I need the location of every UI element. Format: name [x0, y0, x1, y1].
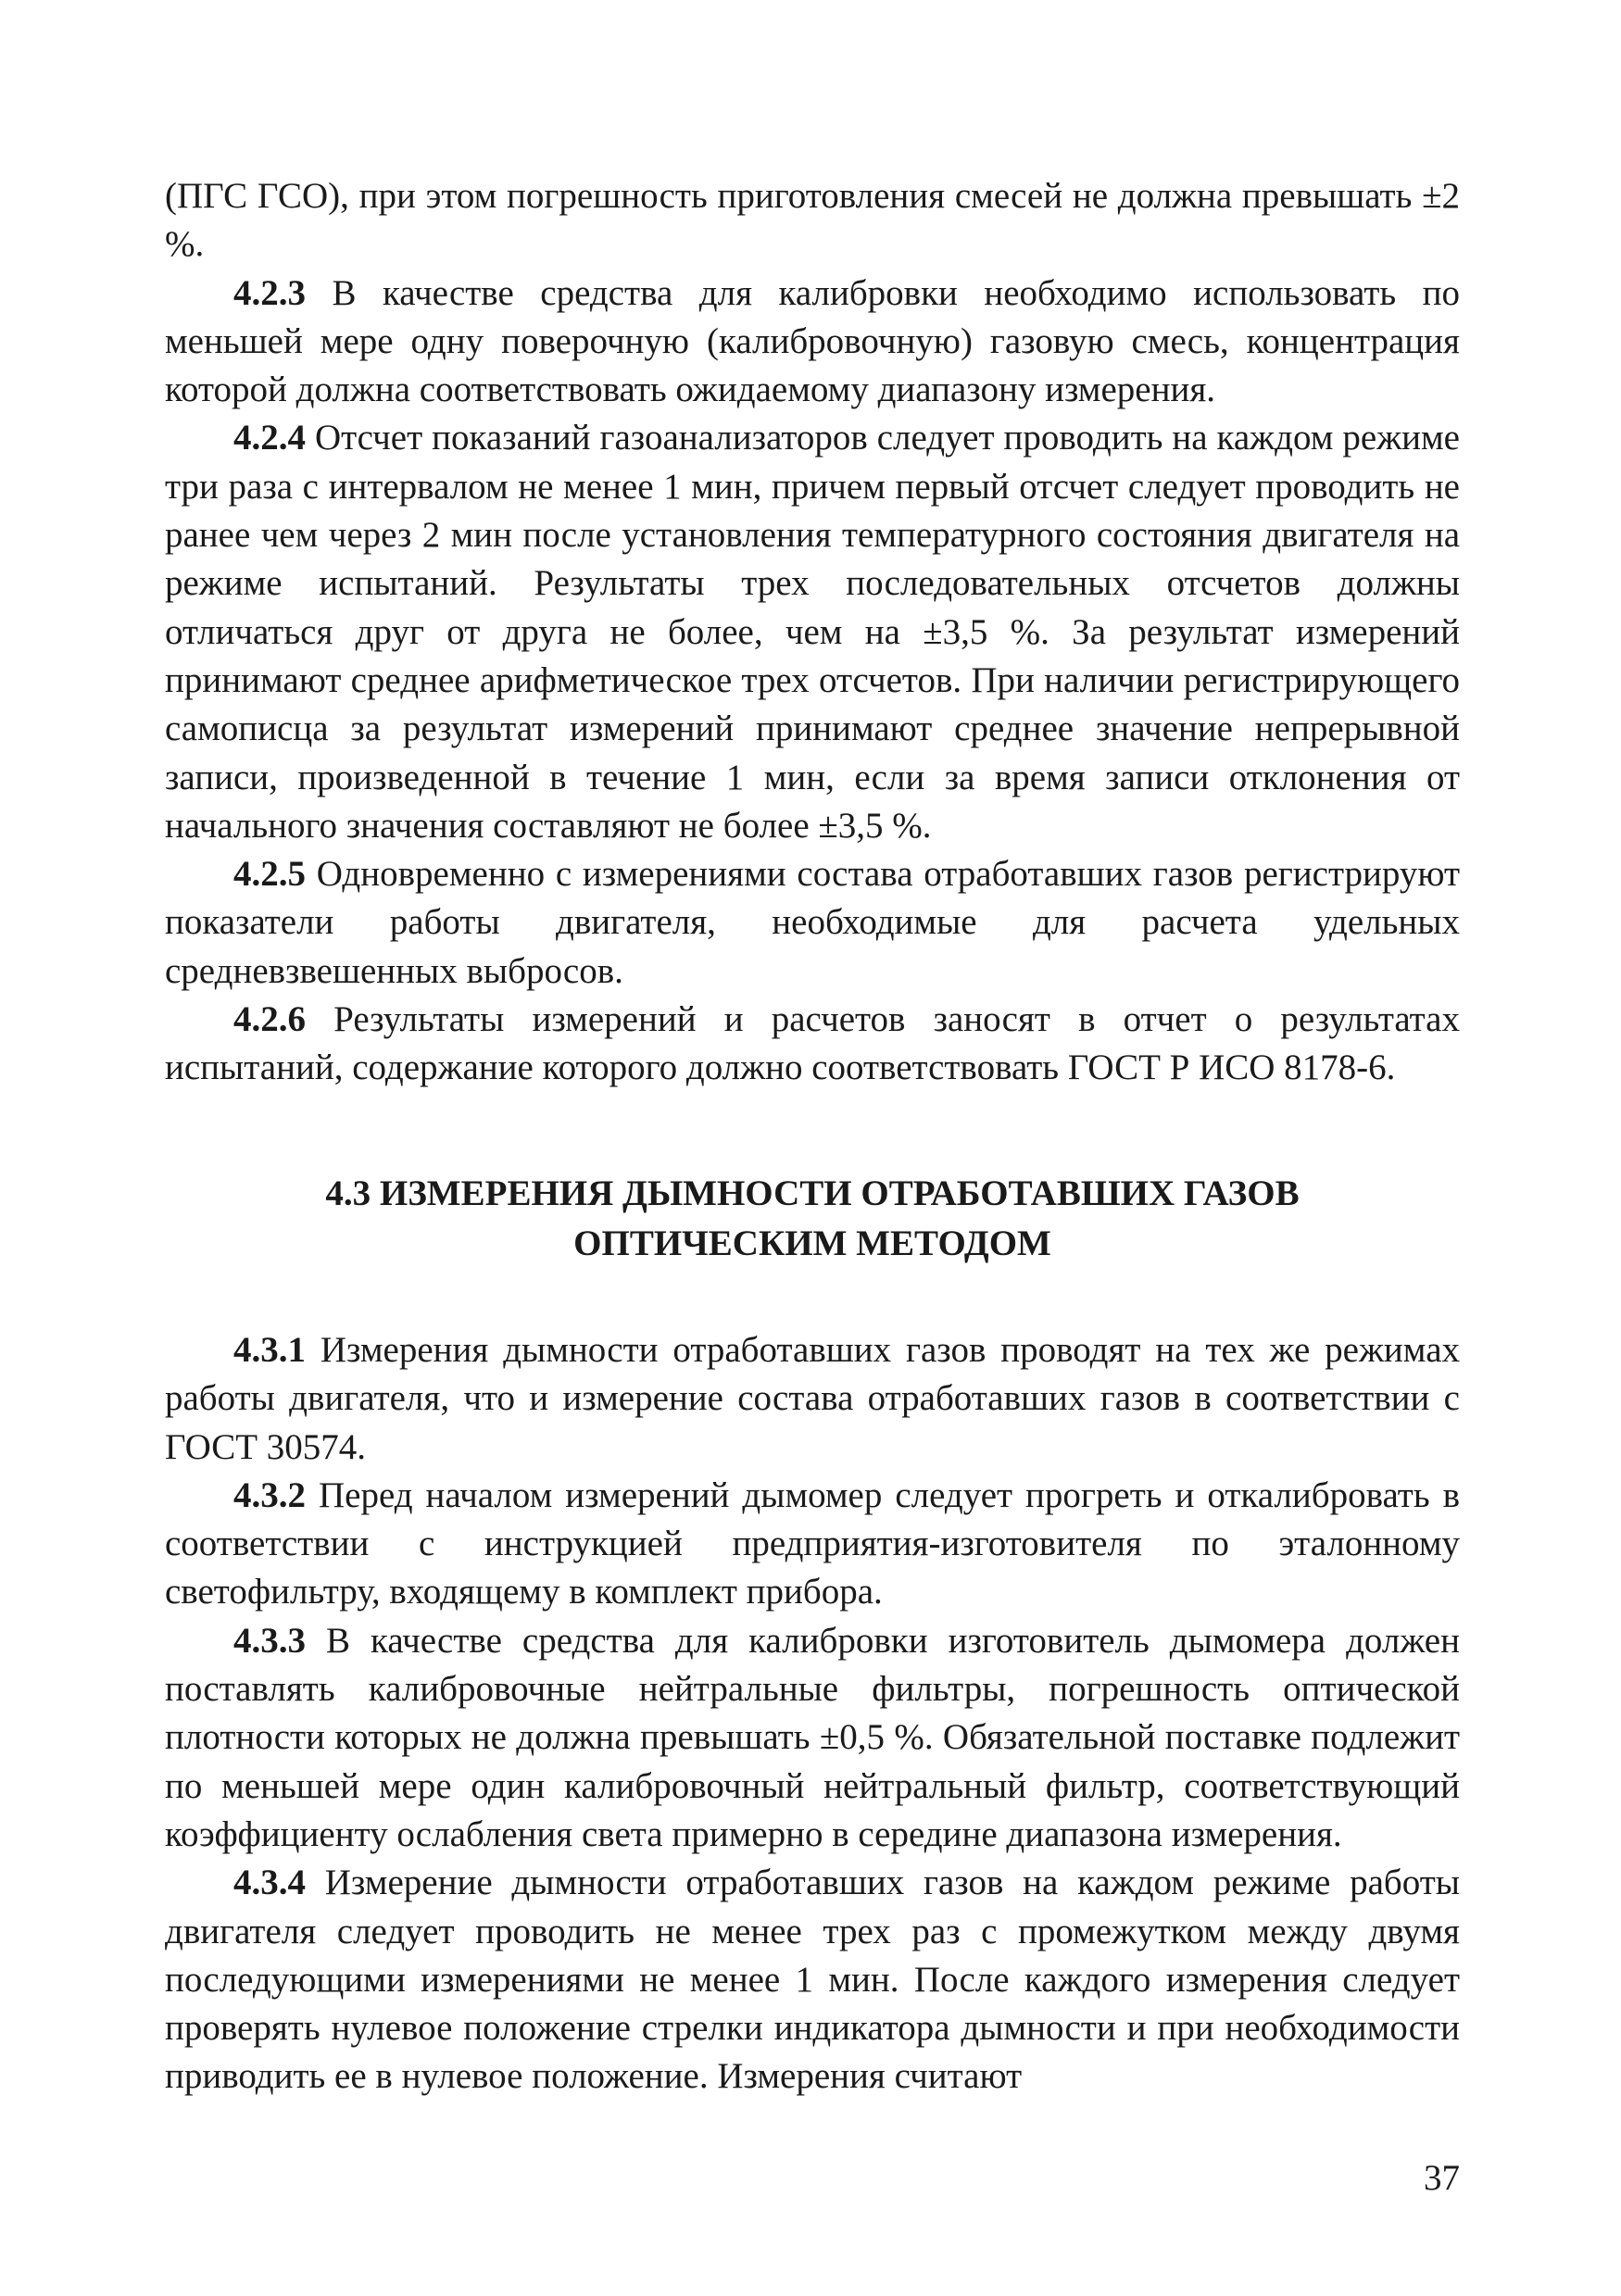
section-4-3: [165, 1326, 1460, 2102]
clause-number: 4.2.4: [233, 418, 306, 458]
clause-number: 4.2.6: [233, 999, 306, 1040]
paragraph-4-2-6: [165, 996, 1460, 1093]
paragraph-4-3-2: [165, 1472, 1460, 1617]
clause-text: В качестве средства для калибровки изготовитель дымомера должен поставлять калибровочные нейтральные фильтры, погрешность оптической плотности которых не должна превышать ±0,5 %. Обязательной поставке подлежит по меньшей мере один калибровочный нейтральный фильтр, соответствующий коэффициенту ослабления света примерно в середине диапазона измерения.: [165, 1620, 1460, 1854]
clause-number: 4.2.5: [233, 854, 306, 895]
paragraph-4-3-4: [165, 1859, 1460, 2101]
section-4-2-continued: [165, 172, 1460, 1093]
paragraph-4-3-1: [165, 1326, 1460, 1472]
paragraph-4-2-3: [165, 270, 1460, 415]
clause-text: Измерение дымности отработавших газов на каждом режиме работы двигателя следует проводить не менее трех раз с промежутком между двумя последующими измерениями не менее 1 мин. После каждого измерения следует проверять нулевое положение стрелки индикатора дымности и при необходимости приводить ее в нулевое положение. Измерения считают: [165, 1863, 1460, 2097]
paragraph-4-2-4: [165, 414, 1460, 850]
clause-number: 4.3.3: [233, 1620, 306, 1661]
clause-number: 4.3.2: [233, 1474, 306, 1515]
paragraph-4-3-3: [165, 1617, 1460, 1859]
section-heading-line-1: 4.3 ИЗМЕРЕНИЯ ДЫМНОСТИ ОТРАБОТАВШИХ ГАЗОВ: [325, 1173, 1300, 1213]
clause-number: 4.3.1: [233, 1330, 306, 1370]
clause-text: Измерения дымности отработавших газов проводят на тех же режимах работы двигателя, что и измерение состава отработавших газов в соответствии с ГОСТ 30574.: [165, 1330, 1460, 1467]
section-heading-line-2: ОПТИЧЕСКИМ МЕТОДОМ: [573, 1223, 1051, 1263]
clause-number: 4.2.3: [233, 272, 306, 313]
clause-text: В качестве средства для калибровки необходимо использовать по меньшей мере одну поверочную (калибровочную) газовую смесь, концентрация которой должна соответствовать ожидаемому диапазону измерения.: [165, 272, 1460, 410]
section-heading: [165, 1169, 1460, 1269]
clause-text: Одновременно с измерениями состава отработавших газов регистрируют показатели работы двигателя, необходимые для расчета удельных средневзвешенных выбросов.: [165, 854, 1460, 991]
paragraph-4-2-5: [165, 850, 1460, 996]
page-number: 37: [1424, 2158, 1460, 2198]
clause-text: Перед началом измерений дымомер следует прогреть и откалибровать в соответствии с инструкцией предприятия-изготовителя по эталонному светофильтру, входящему в комплект прибора.: [165, 1474, 1460, 1612]
clause-text: Результаты измерений и расчетов заносят в отчет о результатах испытаний, содержание которого должно соответствовать ГОСТ Р ИСО 8178-6.: [165, 999, 1460, 1088]
lead-paragraph: (ПГС ГСО), при этом погрешность приготовления смесей не должна превышать ±2 %.: [165, 176, 1460, 265]
clause-text: Отсчет показаний газоанализаторов следует проводить на каждом режиме три раза с интервалом не менее 1 мин, причем первый отсчет следует проводить не ранее чем через 2 мин после установления температурного состояния двигателя на режиме испытаний. Результаты трех последовательных отсчетов должны отличаться друг от друга не более, чем на ±3,5 %. За результат измерений принимают среднее арифметическое трех отсчетов. При наличии регистрирующего самописца за результат измерений принимают среднее значение непрерывной записи, произведенной в течение 1 мин, если за время записи отклонения от начального значения составляют не более ±3,5 %.: [165, 418, 1460, 846]
clause-number: 4.3.4: [233, 1863, 306, 1903]
